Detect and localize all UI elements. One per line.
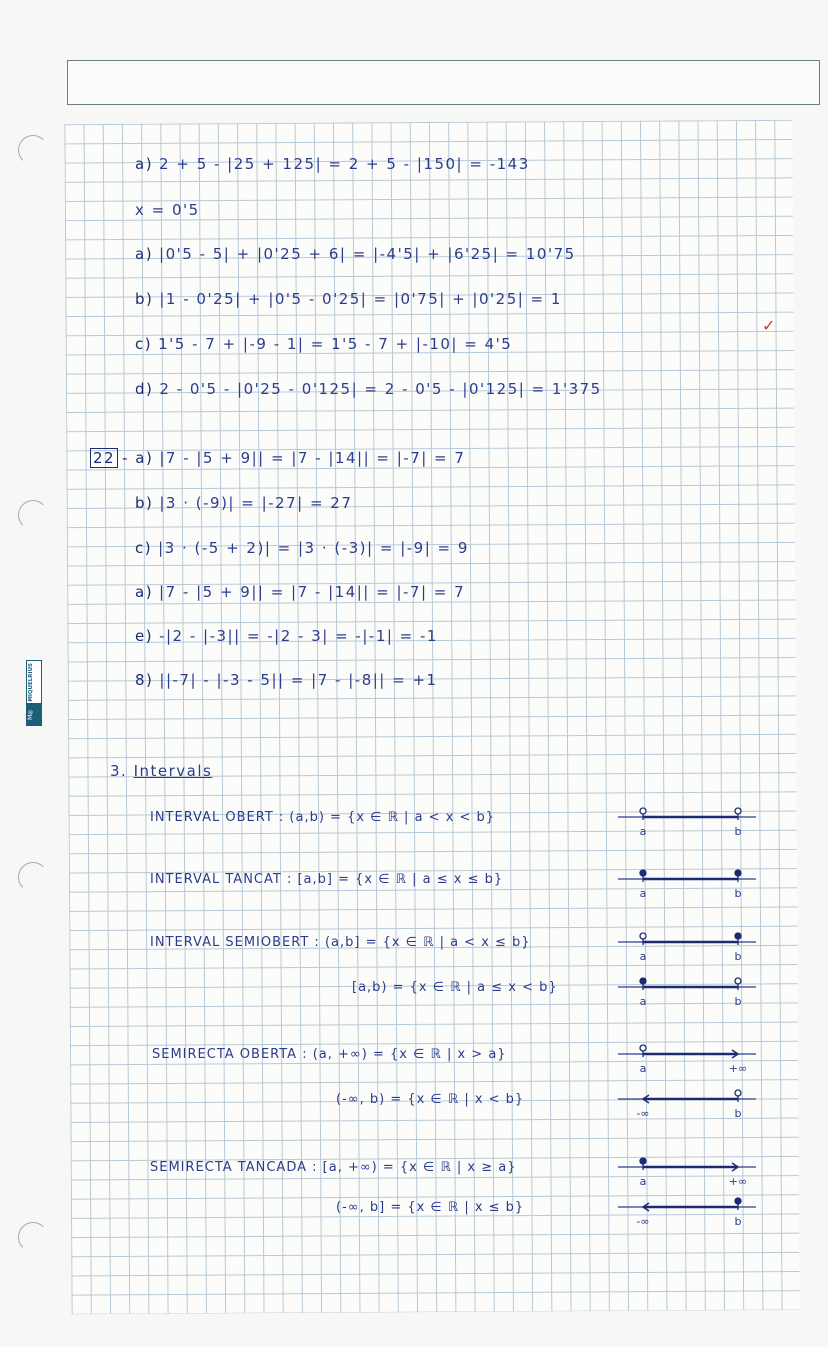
interval-row: INTERVAL SEMIOBERT : (a,b] = {x ∈ ℝ | a < x ≤ b} bbox=[150, 935, 531, 950]
ex21-line: a) |0'5 - 5| + |0'25 + 6| = |-4'5| + |6'25| = 10'75 bbox=[135, 245, 576, 263]
ex21-line: x = 0'5 bbox=[135, 201, 200, 219]
ex22-line: 8) ||-7| - |-3 - 5|| = |7 - |-8|| = +1 bbox=[135, 671, 438, 689]
interval-row: (-∞, b) = {x ∈ ℝ | x < b} bbox=[336, 1092, 525, 1107]
ex22-line: 22 - a) |7 - |5 + 9|| = |7 - |14|| = |-7| = 7 bbox=[90, 448, 465, 468]
closed-endpoint bbox=[735, 870, 741, 876]
ex21-line: b) |1 - 0'25| + |0'5 - 0'25| = |0'75| + |0'25| = 1 bbox=[135, 290, 562, 308]
open-endpoint bbox=[735, 978, 741, 984]
miquelrius-logo: MIQUELRIUS M® bbox=[26, 660, 42, 726]
ex22-line: c) |3 · (-5 + 2)| = |3 · (-3)| = |-9| = 9 bbox=[135, 539, 469, 557]
endpoint-label: b bbox=[734, 887, 742, 900]
closed-endpoint bbox=[735, 933, 741, 939]
open-endpoint bbox=[640, 933, 646, 939]
open-endpoint bbox=[640, 1045, 646, 1051]
ex22-line: b) |3 · (-9)| = |-27| = 27 bbox=[135, 494, 353, 512]
endpoint-label: b bbox=[734, 825, 742, 838]
endpoint-label: b bbox=[734, 1215, 742, 1228]
ex21-line: d) 2 - 0'5 - |0'25 - 0'125| = 2 - 0'5 - |0'125| = 1'375 bbox=[135, 380, 602, 398]
number-line-diagram bbox=[618, 1153, 758, 1193]
binder-hole-icon bbox=[18, 1222, 48, 1252]
closed-endpoint bbox=[640, 978, 646, 984]
ex22-line: e) -|2 - |-3|| = -|2 - 3| = -|-1| = -1 bbox=[135, 627, 438, 645]
endpoint-label: -∞ bbox=[636, 1107, 650, 1120]
endpoint-label: -∞ bbox=[636, 1215, 650, 1228]
number-line-diagram bbox=[618, 1193, 758, 1233]
number-line-diagram bbox=[618, 973, 758, 1013]
interval-row: (-∞, b] = {x ∈ ℝ | x ≤ b} bbox=[336, 1200, 525, 1215]
interval-row: INTERVAL OBERT : (a,b) = {x ∈ ℝ | a < x < b} bbox=[150, 810, 496, 825]
endpoint-label: b bbox=[734, 995, 742, 1008]
open-endpoint bbox=[640, 808, 646, 814]
endpoint-label: b bbox=[734, 1107, 742, 1120]
endpoint-label: a bbox=[639, 1175, 647, 1188]
open-endpoint bbox=[735, 1090, 741, 1096]
endpoint-label: a bbox=[639, 1062, 647, 1075]
binder-hole-icon bbox=[18, 862, 48, 892]
endpoint-label: a bbox=[639, 887, 647, 900]
number-line-diagram bbox=[618, 1085, 758, 1125]
exercise-number: 22 bbox=[90, 448, 118, 468]
closed-endpoint bbox=[735, 1198, 741, 1204]
ex21-line: c) 1'5 - 7 + |-9 - 1| = 1'5 - 7 + |-10| = 4'5 bbox=[135, 335, 513, 353]
interval-row: [a,b) = {x ∈ ℝ | a ≤ x < b} bbox=[352, 980, 558, 995]
header-box bbox=[67, 60, 820, 105]
binder-hole-icon bbox=[18, 500, 48, 530]
number-line-diagram bbox=[618, 928, 758, 968]
check-mark: ✓ bbox=[762, 316, 776, 335]
open-endpoint bbox=[735, 808, 741, 814]
endpoint-label: b bbox=[734, 950, 742, 963]
binder-hole-icon bbox=[18, 135, 48, 165]
number-line-diagram bbox=[618, 1040, 758, 1080]
interval-row: SEMIRECTA OBERTA : (a, +∞) = {x ∈ ℝ | x > a} bbox=[152, 1047, 507, 1062]
number-line-diagram bbox=[618, 803, 758, 843]
endpoint-label: +∞ bbox=[728, 1175, 748, 1188]
endpoint-label: a bbox=[639, 995, 647, 1008]
endpoint-label: a bbox=[639, 825, 647, 838]
endpoint-label: +∞ bbox=[728, 1062, 748, 1075]
section-heading: 3. Intervals bbox=[110, 762, 213, 780]
endpoint-label: a bbox=[639, 950, 647, 963]
closed-endpoint bbox=[640, 870, 646, 876]
number-line-diagram bbox=[618, 865, 758, 905]
ex22-line: a) |7 - |5 + 9|| = |7 - |14|| = |-7| = 7 bbox=[135, 583, 466, 601]
ex21-line: a) 2 + 5 - |25 + 125| = 2 + 5 - |150| = -143 bbox=[135, 155, 530, 173]
interval-row: INTERVAL TANCAT : [a,b] = {x ∈ ℝ | a ≤ x ≤ b} bbox=[150, 872, 504, 887]
closed-endpoint bbox=[640, 1158, 646, 1164]
interval-row: SEMIRECTA TANCADA : [a, +∞) = {x ∈ ℝ | x ≥ a} bbox=[150, 1160, 517, 1175]
